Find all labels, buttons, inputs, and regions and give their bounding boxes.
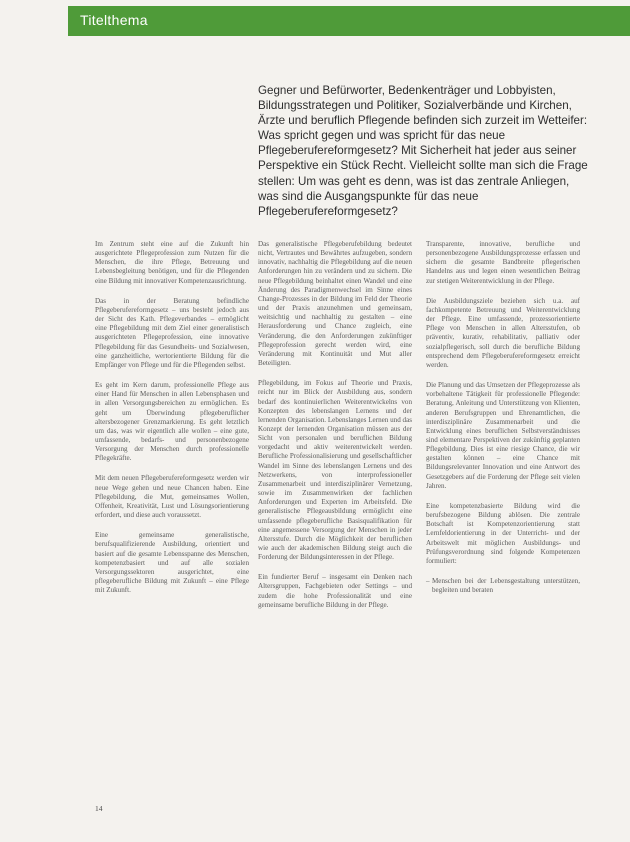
competency-list-item: – Menschen bei der Lebensgestaltung unterstützen, begleiten und beraten	[426, 577, 580, 595]
text-column-3	[426, 240, 580, 595]
paragraph: Es geht im Kern darum, professionelle Pflege aus einer Hand für Menschen in allen Lebensphasen und in allen Versorgungsbereichen zu ermöglichen. Es geht um Überwindung pflegeberuflicher altersbezogener Grenzmarkierung. Es geht letztlich um das, was wir eigentlich alle wollen – eine gute, umfassende, bedarfs- und personenbezogene Versorgung der Menschen durch professionelle Pflegekräfte.	[95, 381, 249, 463]
section-header-bar	[68, 6, 630, 36]
page-number: 14	[95, 804, 103, 813]
paragraph: Pflegebildung, im Fokus auf Theorie und Praxis, reicht nur im Blick der Ausbildung aus, sondern bedarf des kontinuierlichen Weiterentwickelns von Konzepten des lebenslangen Lernens und der lernenden Organisation. Lebenslanges Lernen und das Konzept der lernenden Organisation müssen aus der Sicht von personalen und beruflichen Bildung vorgedacht und aktiv weiterentwickelt werden. Berufliche Professionalisierung und gesellschaftlicher Wandel im Sinne des lebenslangen Lernens und des Netzwerkens, von interprofessioneller Zusammenarbeit und interdisziplinärer Vernetzung, sowie im Zusammenwirken der fachlichen Anforderungen und Experten im Arbeitsfeld. Die generalistische Pflegeausbildung ermöglicht eine umfassende pflegeberufliche Basisqualifikation für eine angemessene Versorgung der Menschen in jeder Altersstufe. Durch die Möglichkeit der beruflichen wie auch der akademischen Bildung steigt auch die Forderung der Bildungsinteressen in der Pflege.	[258, 379, 412, 562]
paragraph: Die Planung und das Umsetzen der Pflegeprozesse als vorbehaltene Tätigkeit für professionelle Pflegende: Beratung, Anleitung und Unterstützung von Klienten, anderen Berufsgruppen und Ehrenamtlichen, die interdisziplinäre Zusammenarbeit und die Entwicklung eines beruflichen Selbstverständnisses sind elementare Perspektiven der zukünftig geplanten Pflegebildung. Dies ist eine riesige Chance, die wir gestalten können – eine Chance mit Bildungsrelevanter Innovation und eine Antwort des Gesetzgebers auf die Forderung der Pflege seit vielen Jahren.	[426, 381, 580, 490]
text-column-1	[95, 240, 249, 606]
paragraph: Mit dem neuen Pflegeberufereformgesetz werden wir neue Wege gehen und neue Chancen haben. Eine Pflegebildung, die Mut, gemeinsames Wollen, Offenheit, Kreativität, Lust und Lösungsorientierung erfordert, und diese auch voraussetzt.	[95, 474, 249, 520]
paragraph: Eine gemeinsame generalistische, berufsqualifizierende Ausbildung, orientiert und basiert auf die gesamte Lebensspanne des Menschen, kompetenzbasiert und auf alle sozialen Versorgungssektoren ausgerichtet, eine pflegeberufliche Bildung mit Zukunft – eine Pflege mit Zukunft.	[95, 531, 249, 595]
text-column-2	[258, 240, 412, 621]
paragraph: Ein fundierter Beruf – insgesamt ein Denken nach Altersgruppen, Fachgebieten oder Settings – und zudem die hohe Professionalität und eine gemeinsame berufliche Bildung in der Pflege.	[258, 573, 412, 609]
section-title: Titelthema	[80, 12, 148, 28]
paragraph: Im Zentrum steht eine auf die Zukunft hin ausgerichtete Pflegeprofession zum Nutzen für die Menschen, die ihre Pflege, Betreuung und Lebensbegleitung benötigen, und für die Pflegenden eine Bildung mit innovativer Kompetenzausrichtung.	[95, 240, 249, 285]
paragraph: Die Ausbildungsziele beziehen sich u.a. auf fachkompetente Betreuung und Weiterentwicklung der Pflege. Eine umfassende, prozessorientierte Pflege von Menschen in allen Altersstufen, ob präventiv, kurativ, rehabilitativ, palliativ oder sozialpflegerisch, soll durch die berufliche Bildung entsprechend dem Pflegeberufereformgesetz erreicht werden.	[426, 296, 580, 369]
paragraph: Das generalistische Pflegeberufebildung bedeutet nicht, Vertrautes und Bewährtes aufzugeben, sondern innovativ, nachhaltig die Pflegebildung auf die neuen Anforderungen hin zu verändern und zu sichern. Die neue Pflegebildung beinhaltet einen Wandel und eine Änderung des Paradigmenwechsel im Sinne eines Change-Prozesses in der Bildung im Feld der Theorie und der Praxis anzunehmen und gemeinsam, weitsichtig und nachhaltig zu gestalten – eine Herausforderung und Chance zugleich, eine Veränderung, die den Anforderungen zukünftiger Pflegeprofession gerecht werden wird, eine Veränderung mit Kontinuität und Mut aller Beteiligten.	[258, 240, 412, 368]
paragraph: Eine kompetenzbasierte Bildung wird die berufsbezogene Bildung ablösen. Die zentrale Botschaft ist Kompetenzorientierung statt Lernfeldorientierung in der Unterricht- und der Arbeitswelt mit möglichen Ausbildungs- und Prüfungsverordnung sind folgende Kompetenzen formuliert:	[426, 501, 580, 565]
paragraph: Das in der Beratung befindliche Pflegeberufereformgesetz – uns besteht jedoch aus der Sicht des Kath. Pflegeverbandes – ermöglicht eine Pflegebildung mit dem Ziel einer generalistisch ausgerichteten Pflegeprofession, eine innovative Pflegebildung für das Gesundheits- und Sozialwesen, eine ganzheitliche, wertorientierte Bildung für die Empfänger von Pflege und für die Pflegenden selbst.	[95, 296, 249, 369]
intro-lead-text: Gegner und Befürworter, Bedenkenträger und Lobbyisten, Bildungsstrategen und Politiker, Sozialverbände und Kirchen, Ärzte und beruflich Pflegende befinden sich zurzeit im Wetteifer: Was spricht gegen und was spricht für das neue Pflegeberufereformgesetz? Mit Sicherheit hat jeder aus seiner Perspektive ein Stück Recht. Vielleicht sollte man sich die Frage stellen: Um was geht es denn, was ist das zentrale Anliegen, was sind die Ausgangspunkte für das neue Pflegeberufereformgesetz?	[258, 84, 588, 218]
competency-list	[426, 577, 580, 595]
paragraph: Transparente, innovative, berufliche und personenbezogene Ausbildungsprozesse erfassen und sichern die gesamte Bandbreite pflegerischen Handelns aus und legen einen wesentlichen Beitrag zur stetigen Weiterentwicklung in der Pflege.	[426, 240, 580, 285]
